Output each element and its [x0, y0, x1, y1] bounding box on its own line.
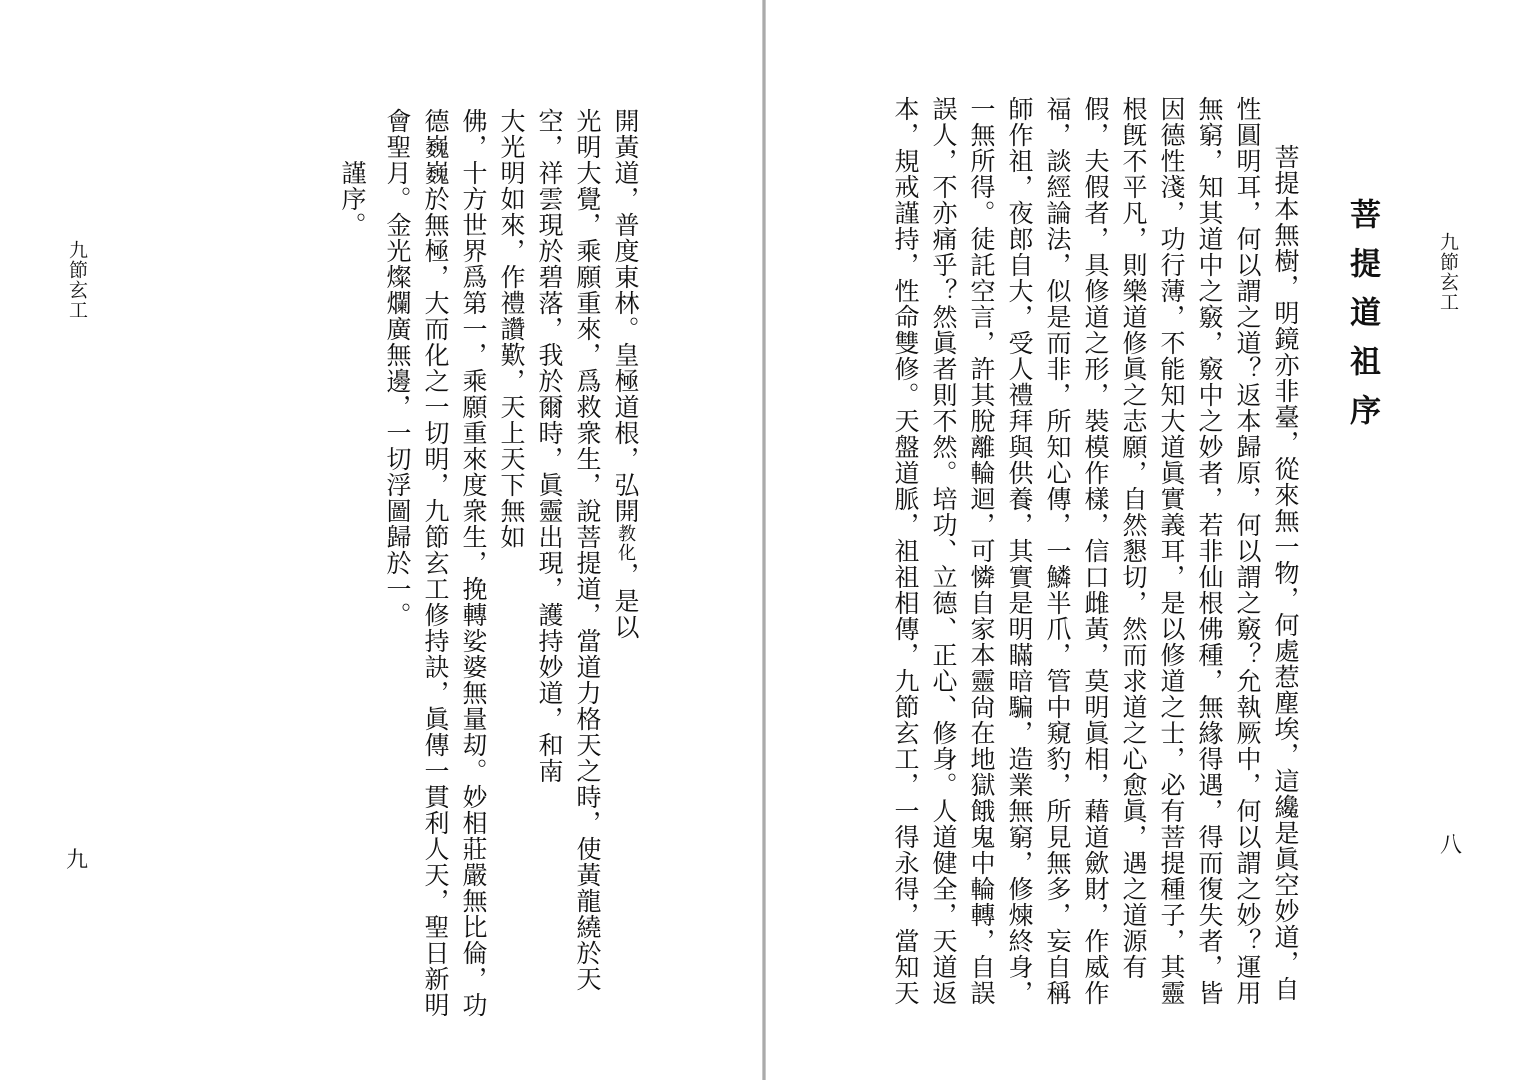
right-page-number: 八 [1440, 833, 1463, 858]
right-line-4: 因德性淺，功行薄，不能知大道眞實義耳，是以修道之士，必有菩提種子，其靈 [1157, 96, 1186, 1006]
left-line-5: 佛，十方世界爲第一，乘願重來度衆生，挽轉娑婆無量刧。妙相莊嚴無比倫，功 [459, 108, 488, 1018]
right-line-1: 菩提本無樹，明鏡亦非臺，從來無一物，何處惹塵埃，這纔是眞空妙道，自 [1271, 144, 1300, 1002]
left-line-8: 謹序。 [338, 160, 367, 238]
page-title: 菩提道祖序 [1344, 198, 1380, 443]
left-running-head: 九節玄工 [66, 240, 88, 320]
right-line-5: 根旣不平凡，則樂道修眞之志願，自然懇切，然而求道之心愈眞，遇之道源有 [1119, 96, 1148, 980]
right-line-9: 一無所得。徒託空言，許其脫離輪迴，可憐自家本靈尙在地獄餓鬼中輪轉，自誤 [967, 96, 996, 1006]
left-line-4: 大光明如來，作禮讚歎，天上天下無如 [497, 108, 526, 550]
left-line-6: 德巍巍於無極，大而化之一切明，九節玄工修持訣，眞傳一貫利人天，聖日新明 [421, 108, 450, 1018]
right-line-6: 假，夫假者，具修道之形，裝模作樣，信口雌黃，莫明眞相，藉道歛財，作威作 [1081, 96, 1110, 1006]
left-page-number: 九 [66, 848, 89, 873]
right-running-head: 九節玄工 [1437, 232, 1459, 312]
left-line-7: 會聖月。金光燦爛廣無邊，一切浮圖歸於一。 [383, 108, 412, 628]
book-gutter [762, 0, 766, 1080]
left-line-1-main: 開黃道，普度東林。皇極道根，弘開 [611, 108, 640, 524]
left-line-1 [608, 108, 642, 640]
left-line-1-small: 教化 [615, 524, 636, 562]
left-line-3: 空，祥雲現於碧落，我於爾時，眞靈出現，護持妙道，和南 [535, 108, 564, 784]
right-line-11: 本，規戒謹持，性命雙修。天盤道脈，祖祖相傳，九節玄工，一得永得，當知天 [891, 96, 920, 1006]
right-line-8: 師作祖，夜郎自大，受人禮拜與供養，其實是明瞞暗騙，造業無窮，修煉終身， [1005, 96, 1034, 1006]
right-line-7: 福，談經論法，似是而非，所知心傳，一鱗半爪，管中窺豹，所見無多，妄自稱 [1043, 96, 1072, 1006]
right-line-3: 無窮，知其道中之竅，竅中之妙者，若非仙根佛種，無緣得遇，得而復失者，皆 [1195, 96, 1224, 1006]
right-line-2: 性圓明耳，何以謂之道？返本歸原，何以謂之竅？允執厥中，何以謂之妙？運用 [1233, 96, 1262, 1006]
left-line-2: 光明大覺，乘願重來，爲救衆生，說菩提道，當道力格天之時，使黃龍繞於天 [573, 108, 602, 992]
left-line-1-tail: ，是以 [611, 562, 640, 640]
right-line-10: 誤人，不亦痛乎？然眞者則不然。培功、立德、正心、修身。人道健全，天道返 [929, 96, 958, 1006]
